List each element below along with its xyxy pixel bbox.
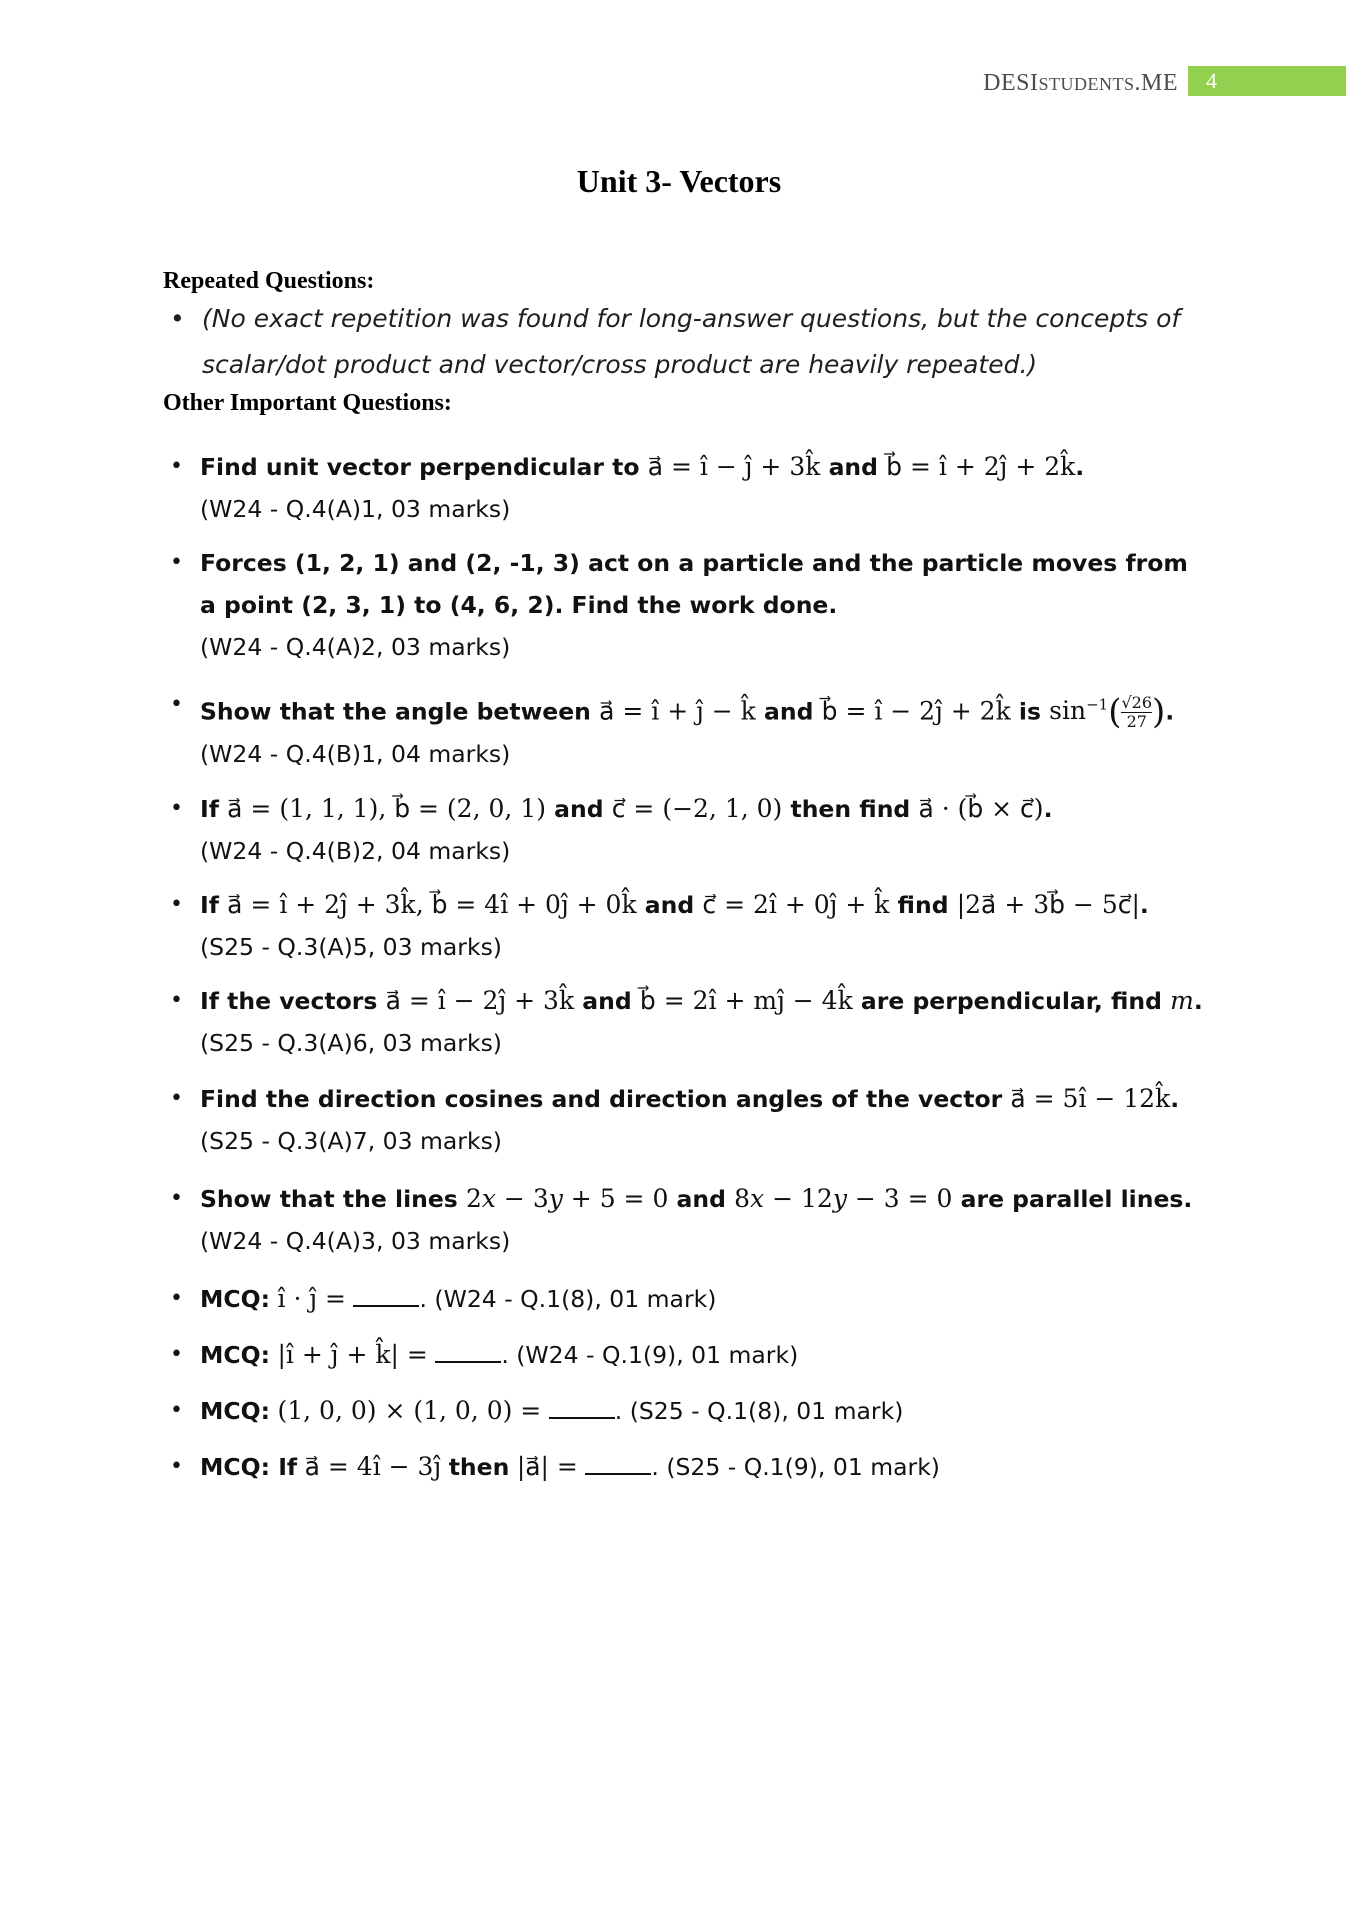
mcq-label: MCQ: — [200, 1397, 271, 1425]
answer-blank — [585, 1455, 651, 1475]
mcq-ref: (W24 - Q.1(8), 01 mark) — [434, 1285, 717, 1313]
repeated-note-text: (No exact repetition was found for long-answer questions, but the concepts of scalar/dot product and vector/cross product are heavily repeated.) — [202, 304, 1181, 379]
answer-blank — [549, 1399, 615, 1419]
site-brand: DESISTUDENTS.ME — [983, 70, 1178, 96]
question-ref: (W24 - Q.4(A)3, 03 marks) — [200, 1227, 511, 1255]
question-ref: (S25 - Q.3(A)7, 03 marks) — [200, 1127, 502, 1155]
bullet-icon: • — [170, 1286, 183, 1311]
bullet-icon: • — [170, 692, 183, 717]
bullet-icon: • — [170, 796, 183, 821]
question-item — [170, 542, 1200, 668]
question-ref: (S25 - Q.3(A)6, 03 marks) — [200, 1029, 502, 1057]
question-text: Show that the lines 2x − 3y + 5 = 0 and 8x − 12y − 3 = 0 are parallel lines. — [200, 1184, 1193, 1213]
page-title: Unit 3- Vectors — [576, 163, 782, 199]
bullet-icon: • — [170, 892, 183, 917]
question-text: If a⃗ = (1, 1, 1), b⃗ = (2, 0, 1) and c⃗ = (−2, 1, 0) then find a⃗ · (b⃗ × c⃗). — [200, 794, 1053, 823]
question-text: Find unit vector perpendicular to a⃗ = î − ĵ + 3k̂ and b⃗ = î + 2ĵ + 2k̂. — [200, 452, 1085, 481]
bullet-icon: • — [170, 454, 183, 479]
question-ref: (W24 - Q.4(A)1, 03 marks) — [200, 495, 511, 523]
bullet-icon: • — [170, 1186, 183, 1211]
answer-blank — [353, 1287, 419, 1307]
question-text: Find the direction cosines and direction angles of the vector a⃗ = 5î − 12k̂. — [200, 1084, 1180, 1113]
question-item — [170, 684, 1200, 775]
mcq-text: MCQ: î · ĵ = . (W24 - Q.1(8), 01 mark) — [200, 1284, 717, 1313]
mcq-item — [170, 1446, 1200, 1488]
mcq-label: MCQ: If — [200, 1453, 298, 1481]
mcq-label: MCQ: — [200, 1341, 271, 1369]
repeated-note — [170, 296, 1210, 388]
question-text: If a⃗ = î + 2ĵ + 3k̂, b⃗ = 4î + 0ĵ + 0k̂ and c⃗ = 2î + 0ĵ + k̂ find |2a⃗ + 3b⃗ − 5c⃗|. — [200, 890, 1149, 919]
question-item — [170, 884, 1200, 968]
question-item — [170, 788, 1200, 872]
mcq-text: MCQ: |î + ĵ + k̂| = . (W24 - Q.1(9), 01 mark) — [200, 1340, 799, 1369]
question-text: Show that the angle between a⃗ = î + ĵ − k̂ and b⃗ = î − 2ĵ + 2k̂ is $\sin^{-1}$( $\frac{√26}{27}$ ). — [200, 692, 1175, 733]
bullet-icon: • — [170, 1398, 183, 1423]
mcq-text: MCQ: (1, 0, 0) × (1, 0, 0) = . (S25 - Q.1(8), 01 mark) — [200, 1396, 904, 1425]
question-item — [170, 1078, 1200, 1162]
mcq-text: MCQ: If a⃗ = 4î − 3ĵ then |a⃗| = . (S25 - Q.1(9), 01 mark) — [200, 1452, 940, 1481]
question-text: Forces (1, 2, 1) and (2, -1, 3) act on a particle and the particle moves from a point (2, 3, 1) to (4, 6, 2). Find the work done. — [200, 549, 1188, 619]
question-item — [170, 1178, 1200, 1262]
mcq-item — [170, 1334, 1200, 1376]
page-number-bar — [1188, 66, 1346, 96]
bullet-icon: • — [170, 304, 185, 333]
bullet-icon: • — [170, 988, 183, 1013]
question-ref: (W24 - Q.4(A)2, 03 marks) — [200, 633, 511, 661]
bullet-icon: • — [170, 1454, 183, 1479]
question-item — [170, 446, 1200, 530]
mcq-ref: (S25 - Q.1(8), 01 mark) — [629, 1397, 904, 1425]
mcq-item — [170, 1390, 1200, 1432]
mcq-ref: (W24 - Q.1(9), 01 mark) — [516, 1341, 799, 1369]
question-ref: (S25 - Q.3(A)5, 03 marks) — [200, 933, 502, 961]
mcq-item — [170, 1278, 1200, 1320]
question-ref: (W24 - Q.4(B)2, 04 marks) — [200, 837, 511, 865]
bullet-icon: • — [170, 1342, 183, 1367]
other-heading: Other Important Questions: — [163, 390, 452, 416]
repeated-heading: Repeated Questions: — [163, 268, 375, 294]
question-text: If the vectors a⃗ = î − 2ĵ + 3k̂ and b⃗ = 2î + mĵ − 4k̂ are perpendicular, find m. — [200, 986, 1203, 1015]
bullet-icon: • — [170, 550, 183, 575]
page-number: 4 — [1206, 68, 1217, 93]
question-item — [170, 980, 1203, 1064]
question-ref: (W24 - Q.4(B)1, 04 marks) — [200, 740, 511, 769]
mcq-ref: (S25 - Q.1(9), 01 mark) — [666, 1453, 940, 1481]
answer-blank — [435, 1343, 501, 1363]
bullet-icon: • — [170, 1086, 183, 1111]
mcq-label: MCQ: — [200, 1285, 271, 1313]
